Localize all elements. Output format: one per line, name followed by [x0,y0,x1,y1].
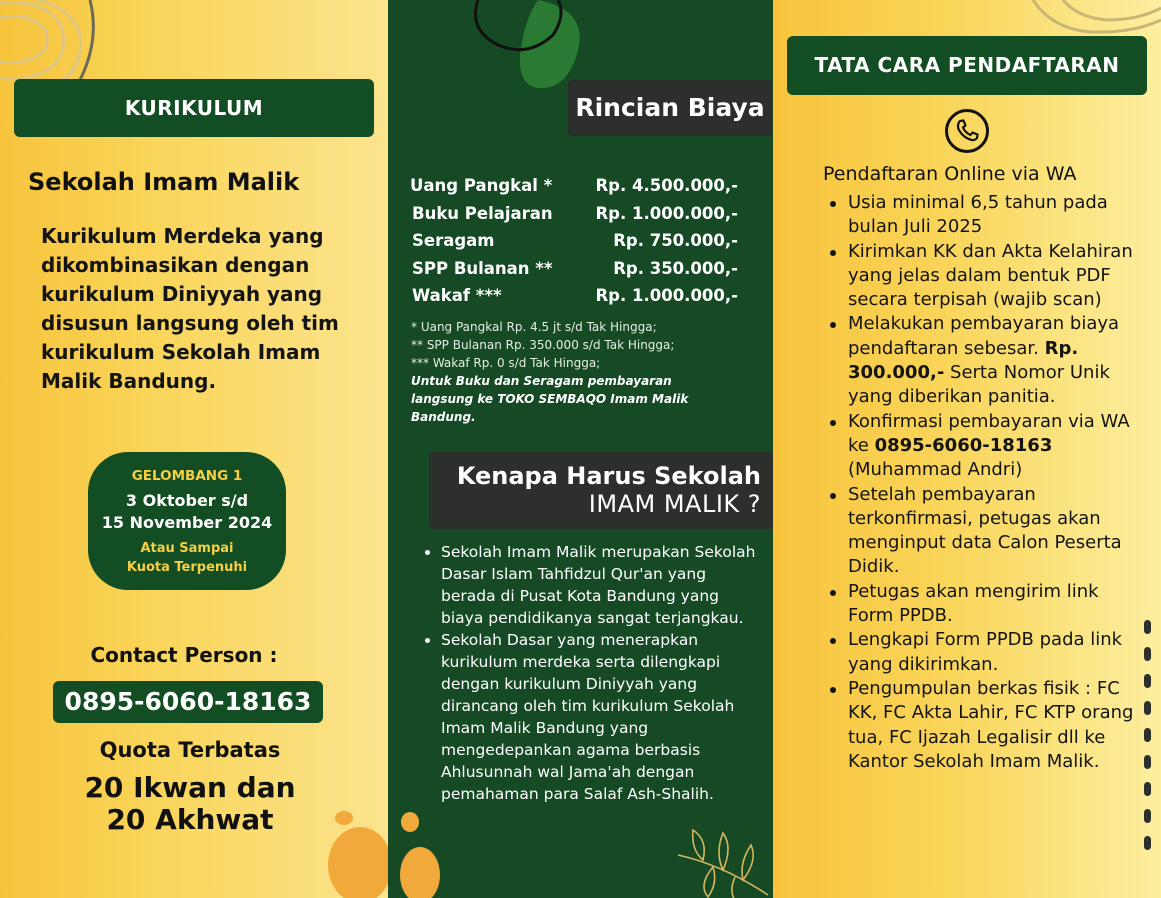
wave-badge [88,452,286,590]
kurikulum-description: Kurikulum Merdeka yang dikombinasikan dengan kurikulum Diniyyah yang disusun langsung oleh tim kurikulum Sekolah Imam Malik Bandung. [41,224,339,393]
registration-steps [827,191,1147,774]
school-name: Sekolah Imam Malik [28,168,300,196]
list-item: Kirimkan KK dan Akta Kelahiran yang jelas dalam bentuk PDF secara terpisah (wajib scan) [827,240,1147,313]
fee-row [408,286,738,314]
list-item: Pengumpulan berkas fisik : FC KK, FC Akta Lahir, FC KTP orang tua, FC Ijazah Legalisir dll ke Kantor Sekolah Imam Malik. [827,677,1147,774]
contact-label: Contact Person : [90,643,278,667]
fee-row [408,176,738,204]
quota-line: 20 Ikwan dan [84,771,296,804]
fee-amount: Rp. 4.500.000,- [595,176,738,195]
step-text: Melakukan pembayaran biaya pendaftaran sebesar. [848,313,1120,359]
step-text: Serta Nomor Unik yang diberikan panitia. [848,362,1110,408]
fee-table [408,176,738,314]
registration-fee: Rp. 300.000,- [848,337,1079,384]
wave-date-start: 3 Oktober s/d [125,491,249,510]
wave-note-line: Atau Sampai [140,541,234,556]
list-item: Petugas akan mengirim link Form PPDB. [827,580,1147,629]
fee-row [408,259,738,287]
fee-notes [411,318,731,426]
contact-phone: 0895-6060-18163 [53,681,323,723]
why-header-title: Kenapa Harus Sekolah [456,462,761,490]
fee-note: * Uang Pangkal Rp. 4.5 jt s/d Tak Hingga; [411,320,657,334]
list-item: Setelah pembayaran terkonfirmasi, petugas akan menginput data Calon Peserta Didik. [827,483,1147,580]
fee-name: Wakaf *** [412,286,502,305]
wave-note [88,539,286,577]
registration-subtitle: Pendaftaran Online via WA [823,163,1077,185]
fee-amount: Rp. 350.000,- [613,258,738,278]
confirm-phone: 0895-6060-18163 [874,434,1053,456]
list-item [827,410,1147,483]
fee-name: Uang Pangkal * [410,176,553,195]
list-item: Sekolah Dasar yang menerapkan kurikulum merdeka serta dilengkapi dengan kurikulum Diniyyah yang dirancang oleh tim kurikulum Sekolah Imam Malik Bandung yang mengedepankan agama berbasis Ahlusunnah wal Jama'ah dengan pemahaman para Salaf Ash-Shalih. [419,629,759,805]
fee-row [408,231,738,259]
quota-label: Quota Terbatas [99,738,281,762]
fee-name: SPP Bulanan ** [412,258,553,278]
phone-icon [944,108,990,154]
list-item [827,312,1147,409]
orange-blob-decoration [388,800,448,898]
wave-title: GELOMBANG 1 [131,468,243,484]
fee-note: *** Wakaf Rp. 0 s/d Tak Hingga; [411,356,601,370]
step-text: (Muhammad Andri) [848,459,1023,481]
fee-amount: Rp. 1.000.000,- [595,286,738,305]
fee-amount: Rp. 1.000.000,- [595,203,738,223]
wave-date-end: 15 November 2024 [101,513,273,532]
step-text: Konfirmasi pembayaran via WA ke [848,410,1130,456]
fee-amount: Rp. 750.000,- [613,231,738,250]
fees-header: Rincian Biaya [568,80,772,136]
fee-name: Buku Pelajaran [412,203,553,223]
quota-value [0,772,380,836]
fee-name: Seragam [412,231,495,250]
fee-note: ** SPP Bulanan Rp. 350.000 s/d Tak Hingga; [411,338,675,352]
registration-header: TATA CARA PENDAFTARAN [787,36,1147,95]
why-header [429,452,773,529]
why-list [419,541,759,805]
fee-row [408,204,738,232]
list-item: Lengkapi Form PPDB pada link yang dikirimkan. [827,628,1147,677]
kurikulum-header: KURIKULUM [14,79,374,137]
quota-line: 20 Akhwat [106,803,274,836]
dash-decoration [1143,620,1153,850]
leaf-decoration [673,815,773,898]
wave-dates [88,490,286,534]
list-item: Usia minimal 6,5 tahun pada bulan Juli 2025 [827,191,1147,240]
why-header-subtitle: IMAM MALIK ? [588,490,761,518]
list-item: Sekolah Imam Malik merupakan Sekolah Dasar Islam Tahfidzul Qur'an yang berada di Pusat Kota Bandung yang biaya pendidikanya sangat terjangkau. [419,541,759,629]
fee-note-emphasis: Untuk Buku dan Seragam pembayaran langsung ke TOKO SEMBAQO Imam Malik Bandung. [411,374,689,424]
wave-note-line: Kuota Terpenuhi [126,560,248,575]
